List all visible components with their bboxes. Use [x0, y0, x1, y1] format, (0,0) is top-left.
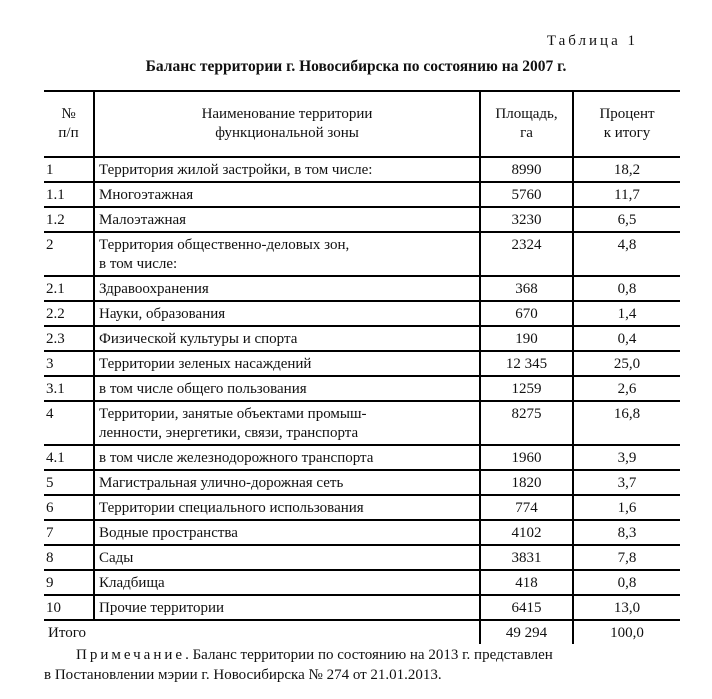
header-percent: Процент к итогу	[573, 91, 680, 157]
row-name: Науки, образования	[94, 301, 480, 326]
row-percent: 2,6	[573, 376, 680, 401]
row-percent: 1,6	[573, 495, 680, 520]
total-label: Итого	[48, 625, 86, 641]
table-row	[44, 232, 680, 276]
table-row	[44, 570, 680, 595]
header-name: Наименование территории функциональной зоны	[94, 91, 480, 157]
row-percent: 7,8	[573, 545, 680, 570]
table-row	[44, 301, 680, 326]
row-name: Территория жилой застройки, в том числе:	[94, 157, 480, 182]
table-row	[44, 207, 680, 232]
row-percent: 1,4	[573, 301, 680, 326]
table-row	[44, 520, 680, 545]
row-area: 1820	[480, 470, 573, 495]
row-percent: 11,7	[573, 182, 680, 207]
table-row	[44, 595, 680, 620]
total-row	[44, 620, 680, 644]
row-area: 190	[480, 326, 573, 351]
row-percent: 13,0	[573, 595, 680, 620]
row-number: 1	[44, 157, 94, 182]
total-area: 49 294	[480, 620, 573, 644]
row-number: 3.1	[44, 376, 94, 401]
row-percent: 6,5	[573, 207, 680, 232]
row-number: 5	[44, 470, 94, 495]
table-row	[44, 351, 680, 376]
row-area: 418	[480, 570, 573, 595]
row-number: 6	[44, 495, 94, 520]
table-row	[44, 401, 680, 445]
row-percent: 16,8	[573, 401, 680, 445]
row-number: 10	[44, 595, 94, 620]
table-row	[44, 545, 680, 570]
row-name: Сады	[94, 545, 480, 570]
row-name: Территории, занятые объектами промыш- ленности, энергетики, связи, транспорта	[94, 401, 480, 445]
table-number: Таблица 1	[546, 33, 638, 49]
row-area: 12 345	[480, 351, 573, 376]
row-percent: 0,4	[573, 326, 680, 351]
row-number: 2.2	[44, 301, 94, 326]
row-area: 670	[480, 301, 573, 326]
row-area: 2324	[480, 232, 573, 276]
row-name: в том числе общего пользования	[94, 376, 480, 401]
total-percent: 100,0	[573, 620, 680, 644]
row-name: Территория общественно-деловых зон, в том числе:	[94, 232, 480, 276]
table-row	[44, 445, 680, 470]
table-title: Баланс территории г. Новосибирска по состоянию на 2007 г.	[145, 58, 567, 75]
row-number: 8	[44, 545, 94, 570]
row-number: 1.2	[44, 207, 94, 232]
row-percent: 3,7	[573, 470, 680, 495]
row-area: 368	[480, 276, 573, 301]
row-percent: 8,3	[573, 520, 680, 545]
note-text: . Баланс территории по состоянию на 2013 г. представлен в Постановлении мэрии г. Новосибирска № 274 от 21.01.2013.	[44, 647, 553, 683]
row-number: 7	[44, 520, 94, 545]
territory-balance-table	[44, 90, 680, 644]
row-number: 9	[44, 570, 94, 595]
row-name: Водные пространства	[94, 520, 480, 545]
row-area: 3831	[480, 545, 573, 570]
row-percent: 0,8	[573, 276, 680, 301]
row-name: Территории специального использования	[94, 495, 480, 520]
row-name: Прочие территории	[94, 595, 480, 620]
table-row	[44, 182, 680, 207]
row-name: Здравоохранения	[94, 276, 480, 301]
row-name: в том числе железнодорожного транспорта	[94, 445, 480, 470]
table-row	[44, 495, 680, 520]
row-number: 1.1	[44, 182, 94, 207]
row-percent: 4,8	[573, 232, 680, 276]
row-name: Физической культуры и спорта	[94, 326, 480, 351]
table-row	[44, 276, 680, 301]
table-row	[44, 326, 680, 351]
row-area: 1259	[480, 376, 573, 401]
row-name: Малоэтажная	[94, 207, 480, 232]
row-number: 2	[44, 232, 94, 276]
row-area: 6415	[480, 595, 573, 620]
table-note	[44, 645, 684, 685]
row-percent: 25,0	[573, 351, 680, 376]
row-number: 4	[44, 401, 94, 445]
row-percent: 18,2	[573, 157, 680, 182]
row-name: Магистральная улично-дорожная сеть	[94, 470, 480, 495]
row-area: 8990	[480, 157, 573, 182]
header-row	[44, 91, 680, 157]
row-area: 1960	[480, 445, 573, 470]
table-row	[44, 376, 680, 401]
row-name: Многоэтажная	[94, 182, 480, 207]
row-area: 774	[480, 495, 573, 520]
row-area: 4102	[480, 520, 573, 545]
row-name: Территории зеленых насаждений	[94, 351, 480, 376]
note-label: Примечание	[76, 647, 186, 663]
table-row	[44, 157, 680, 182]
row-number: 4.1	[44, 445, 94, 470]
header-number: № п/п	[44, 91, 94, 157]
row-number: 3	[44, 351, 94, 376]
header-area: Площадь, га	[480, 91, 573, 157]
row-name: Кладбища	[94, 570, 480, 595]
row-percent: 0,8	[573, 570, 680, 595]
row-percent: 3,9	[573, 445, 680, 470]
row-area: 3230	[480, 207, 573, 232]
table-row	[44, 470, 680, 495]
row-area: 5760	[480, 182, 573, 207]
row-area: 8275	[480, 401, 573, 445]
row-number: 2.3	[44, 326, 94, 351]
row-number: 2.1	[44, 276, 94, 301]
